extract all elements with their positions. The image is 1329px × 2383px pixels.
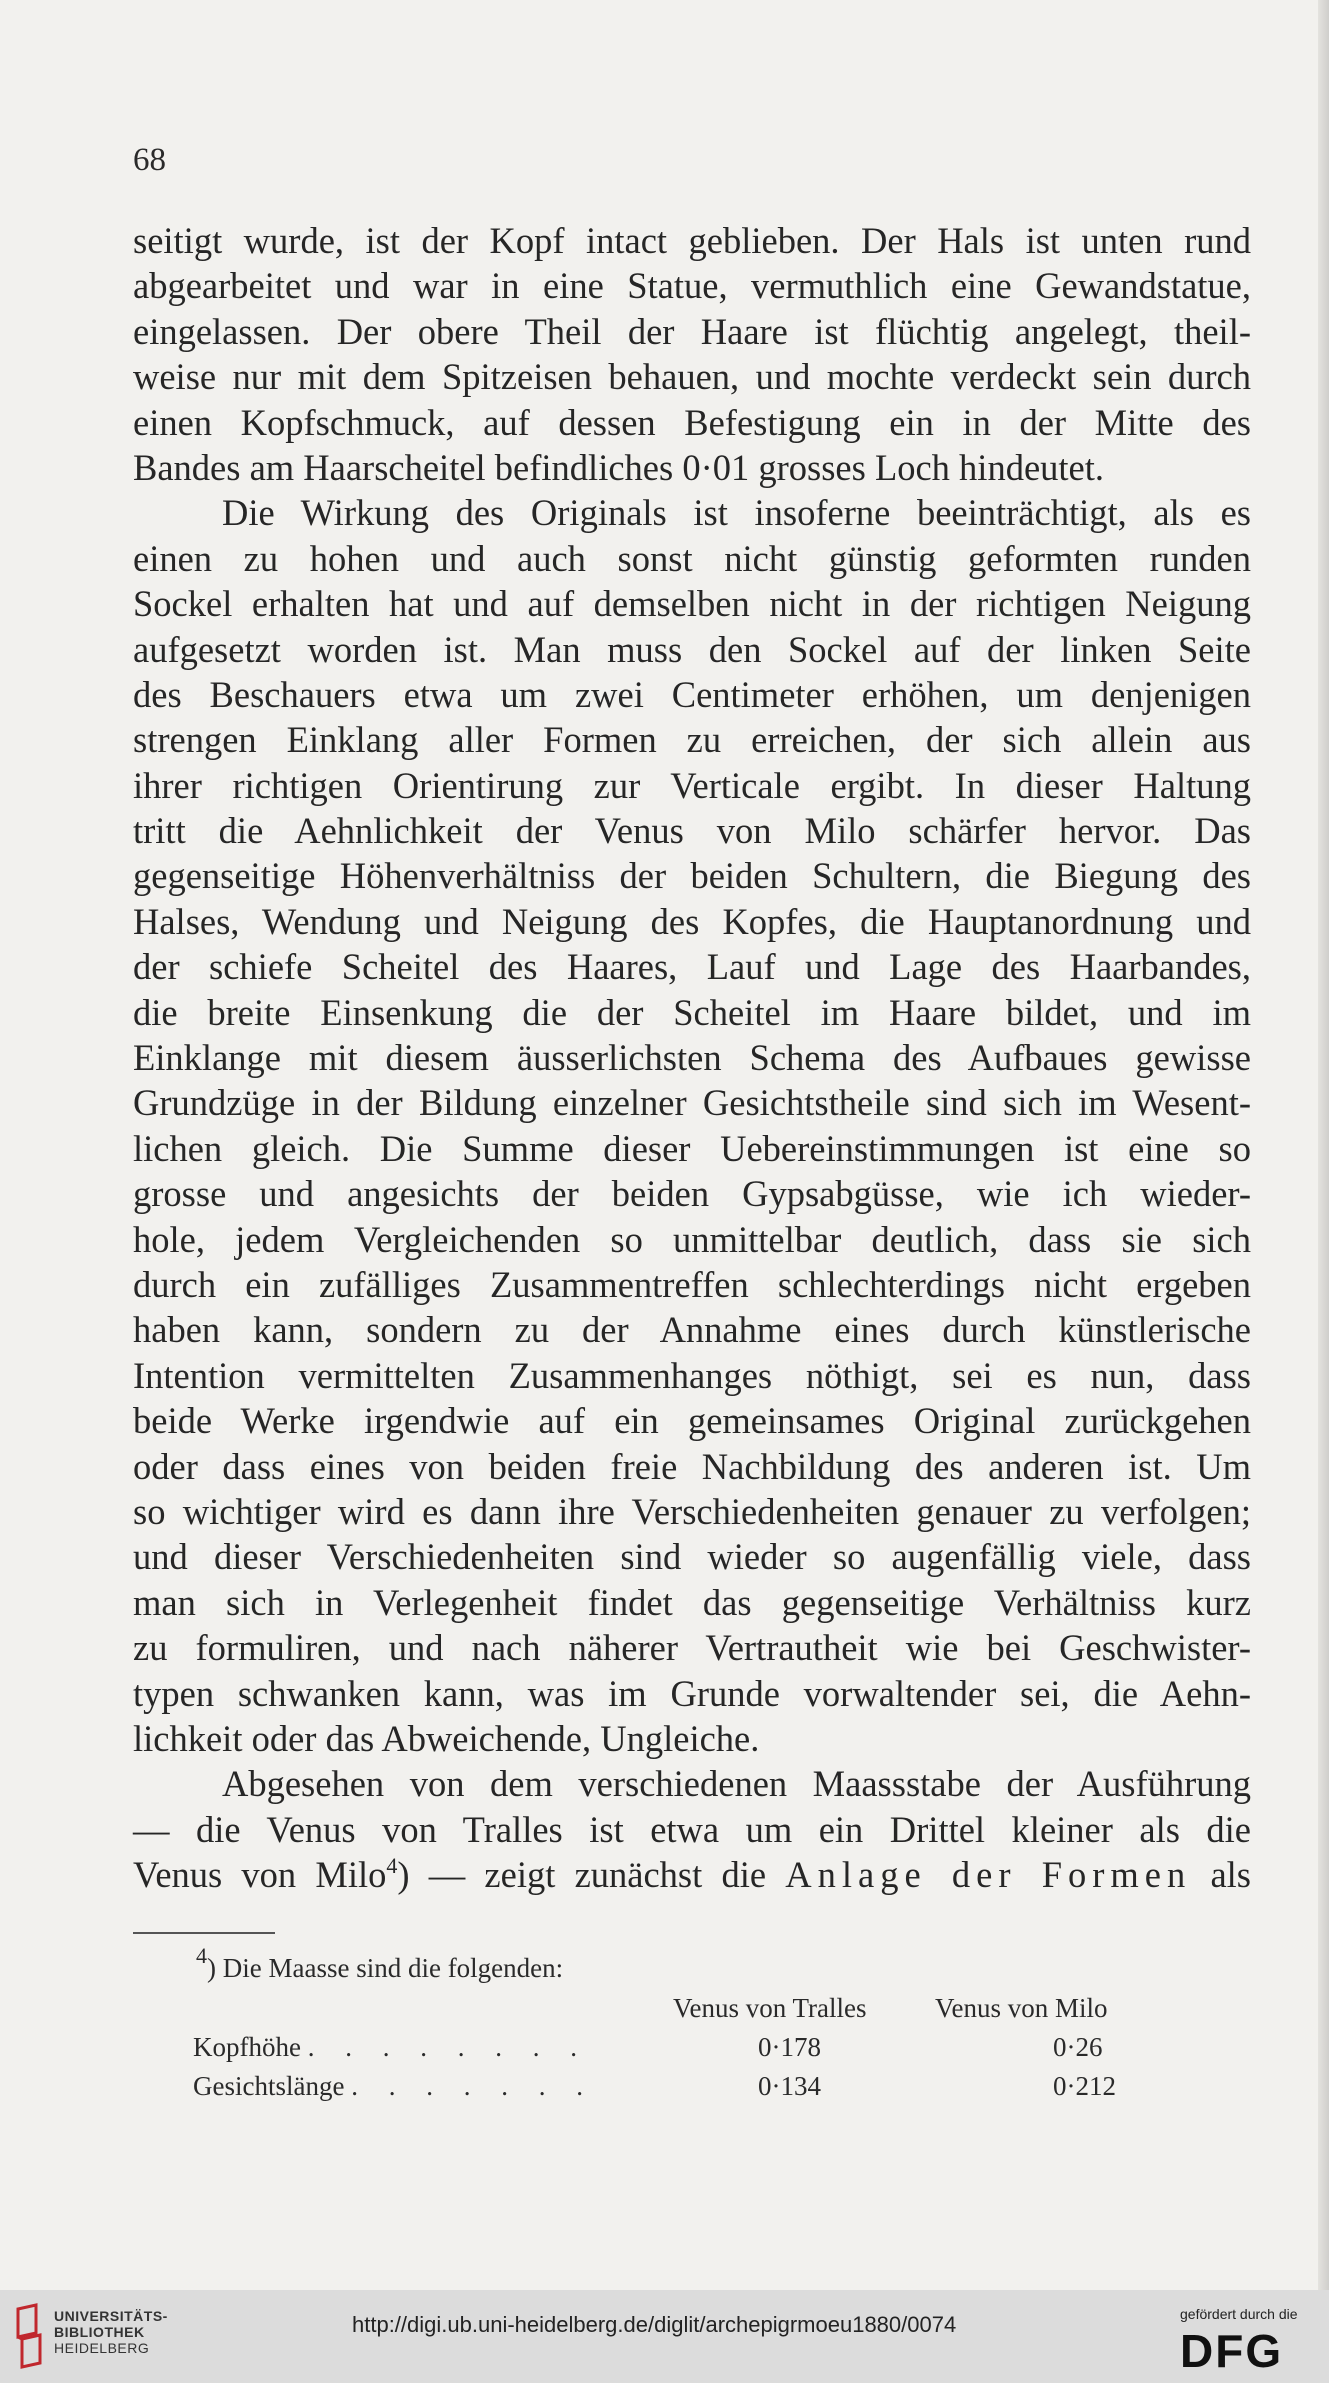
text-line: oder dass eines von beiden freie Nachbildung des anderen ist. Um: [133, 1445, 1251, 1487]
dfg-logo[interactable]: DFG: [1180, 2325, 1284, 2377]
footnote-table-header: [193, 1993, 1203, 2032]
page-number: 68: [133, 142, 166, 178]
footnote-intro: [196, 1943, 564, 1985]
text-line: zu formuliren, und nach näherer Vertrautheit wie bei Geschwister-: [133, 1627, 1251, 1669]
text-line: aufgesetzt worden ist. Man muss den Sockel auf der linken Seite: [133, 628, 1251, 670]
text-line: und dieser Verschiedenheiten sind wieder so augenfällig viele, dass: [133, 1536, 1251, 1578]
text-line: so wichtiger wird es dann ihre Verschiedenheiten genauer zu verfolgen;: [133, 1490, 1251, 1532]
header-tralles: Venus von Tralles: [673, 1993, 867, 2023]
line-part: ) — zeigt zunächst die: [397, 1854, 767, 1896]
row-tralles-value: 0·178: [758, 2032, 821, 2062]
text-line: lichkeit oder das Abweichende, Ungleiche.: [133, 1717, 760, 1759]
text-line: strengen Einklang aller Formen zu erreichen, der sich allein aus: [133, 719, 1251, 761]
text-line: einen Kopfschmuck, auf dessen Befestigung ein in der Mitte des: [133, 401, 1251, 443]
row-tralles-value: 0·134: [758, 2071, 821, 2101]
text-line: Halses, Wendung und Neigung des Kopfes, die Hauptanordnung und: [133, 900, 1251, 942]
text-line: haben kann, sondern zu der Annahme eines durch künstlerische: [133, 1309, 1251, 1351]
text-line: Grundzüge in der Bildung einzelner Gesichtstheile sind sich im Wesent-: [133, 1082, 1251, 1124]
text-line: weise nur mit dem Spitzeisen behauen, und mochte verdeckt sein durch: [133, 356, 1251, 398]
permalink-url[interactable]: http://digi.ub.uni-heidelberg.de/diglit/archepigrmoeu1880/0074: [352, 2312, 957, 2337]
text-line: des Beschauers etwa um zwei Centimeter erhöhen, um denjenigen: [133, 673, 1251, 715]
text-line: man sich in Verlegenheit findet das gegenseitige Verhältniss kurz: [133, 1581, 1251, 1623]
line-part: Venus von Milo: [133, 1854, 387, 1896]
row-milo-value: 0·26: [1053, 2032, 1103, 2062]
text-line: abgearbeitet und war in eine Statue, vermuthlich eine Gewandstatue,: [133, 265, 1251, 307]
header-milo: Venus von Milo: [935, 1993, 1108, 2023]
footnote-table: [193, 1993, 1203, 2110]
text-line: grosse und angesichts der beiden Gypsabgüsse, wie ich wieder-: [133, 1173, 1251, 1215]
text-line: gegenseitige Höhenverhältniss der beiden Schultern, die Biegung des: [133, 855, 1251, 897]
body-text: [133, 218, 1251, 1897]
row-milo-value: 0·212: [1053, 2071, 1116, 2101]
footnote-marker: 4: [196, 1943, 207, 1968]
footnote-rule: [133, 1932, 275, 1934]
footnote-intro-text: ) Die Maasse sind die folgenden:: [207, 1953, 564, 1983]
text-line: durch ein zufälliges Zusammentreffen schlechterdings nicht ergeben: [133, 1263, 1251, 1305]
funding-caption: gefördert durch die: [1180, 2306, 1298, 2322]
page-edge: [1318, 0, 1329, 2290]
text-line: der schiefe Scheitel des Haares, Lauf und Lage des Haarbandes,: [133, 946, 1251, 988]
text-line: eingelassen. Der obere Theil der Haare ist flüchtig angelegt, theil-: [133, 310, 1251, 352]
text-line: die breite Einsenkung die der Scheitel im Haare bildet, und im: [133, 991, 1251, 1033]
text-line: Intention vermittelten Zusammenhanges nöthigt, sei es nun, dass: [133, 1354, 1251, 1396]
footnote-ref: 4: [386, 1853, 398, 1879]
text-line: einen zu hohen und auch sonst nicht günstig geformten runden: [133, 537, 1251, 579]
university-library-logo-icon[interactable]: [14, 2303, 44, 2369]
footnote-table-row: [193, 2071, 1203, 2110]
footnote-table-row: [193, 2032, 1203, 2071]
text-line: Sockel erhalten hat und auf demselben nicht in der richtigen Neigung: [133, 583, 1251, 625]
text-line: lichen gleich. Die Summe dieser Uebereinstimmungen ist eine so: [133, 1127, 1251, 1169]
row-label: Gesichtslänge . . . . . . .: [193, 2071, 595, 2101]
library-line-2: BIBLIOTHEK: [54, 2324, 145, 2340]
text-line: Einklange mit diesem äusserlichsten Schema des Aufbaues gewisse: [133, 1037, 1251, 1079]
text-line: [133, 1852, 1251, 1897]
text-line: typen schwanken kann, was im Grunde vorwaltender sei, die Aehn-: [133, 1672, 1251, 1714]
text-line: hole, jedem Vergleichenden so unmittelbar deutlich, dass sie sich: [133, 1218, 1251, 1260]
text-line: Abgesehen von dem verschiedenen Maassstabe der Ausführung: [222, 1763, 1251, 1805]
emphasis-spaced: Anlage der Formen: [785, 1854, 1192, 1896]
library-line-3: HEIDELBERG: [54, 2340, 150, 2356]
text-line: Die Wirkung des Originals ist insoferne beeinträchtigt, als es: [222, 492, 1251, 534]
text-line: Bandes am Haarscheitel befindliches 0·01 grosses Loch hindeutet.: [133, 446, 1105, 488]
line-part: als: [1210, 1854, 1251, 1896]
library-line-1: UNIVERSITÄTS-: [54, 2308, 168, 2324]
text-line: beide Werke irgendwie auf ein gemeinsames Original zurückgehen: [133, 1400, 1251, 1442]
text-line: — die Venus von Tralles ist etwa um ein Drittel kleiner als die: [133, 1808, 1251, 1850]
text-line: seitigt wurde, ist der Kopf intact geblieben. Der Hals ist unten rund: [133, 220, 1251, 261]
text-line: ihrer richtigen Orientirung zur Verticale ergibt. In dieser Haltung: [133, 764, 1251, 806]
text-line: tritt die Aehnlichkeit der Venus von Milo schärfer hervor. Das: [133, 810, 1251, 852]
row-label: Kopfhöhe . . . . . . . .: [193, 2032, 589, 2062]
university-library-name[interactable]: [54, 2308, 168, 2356]
